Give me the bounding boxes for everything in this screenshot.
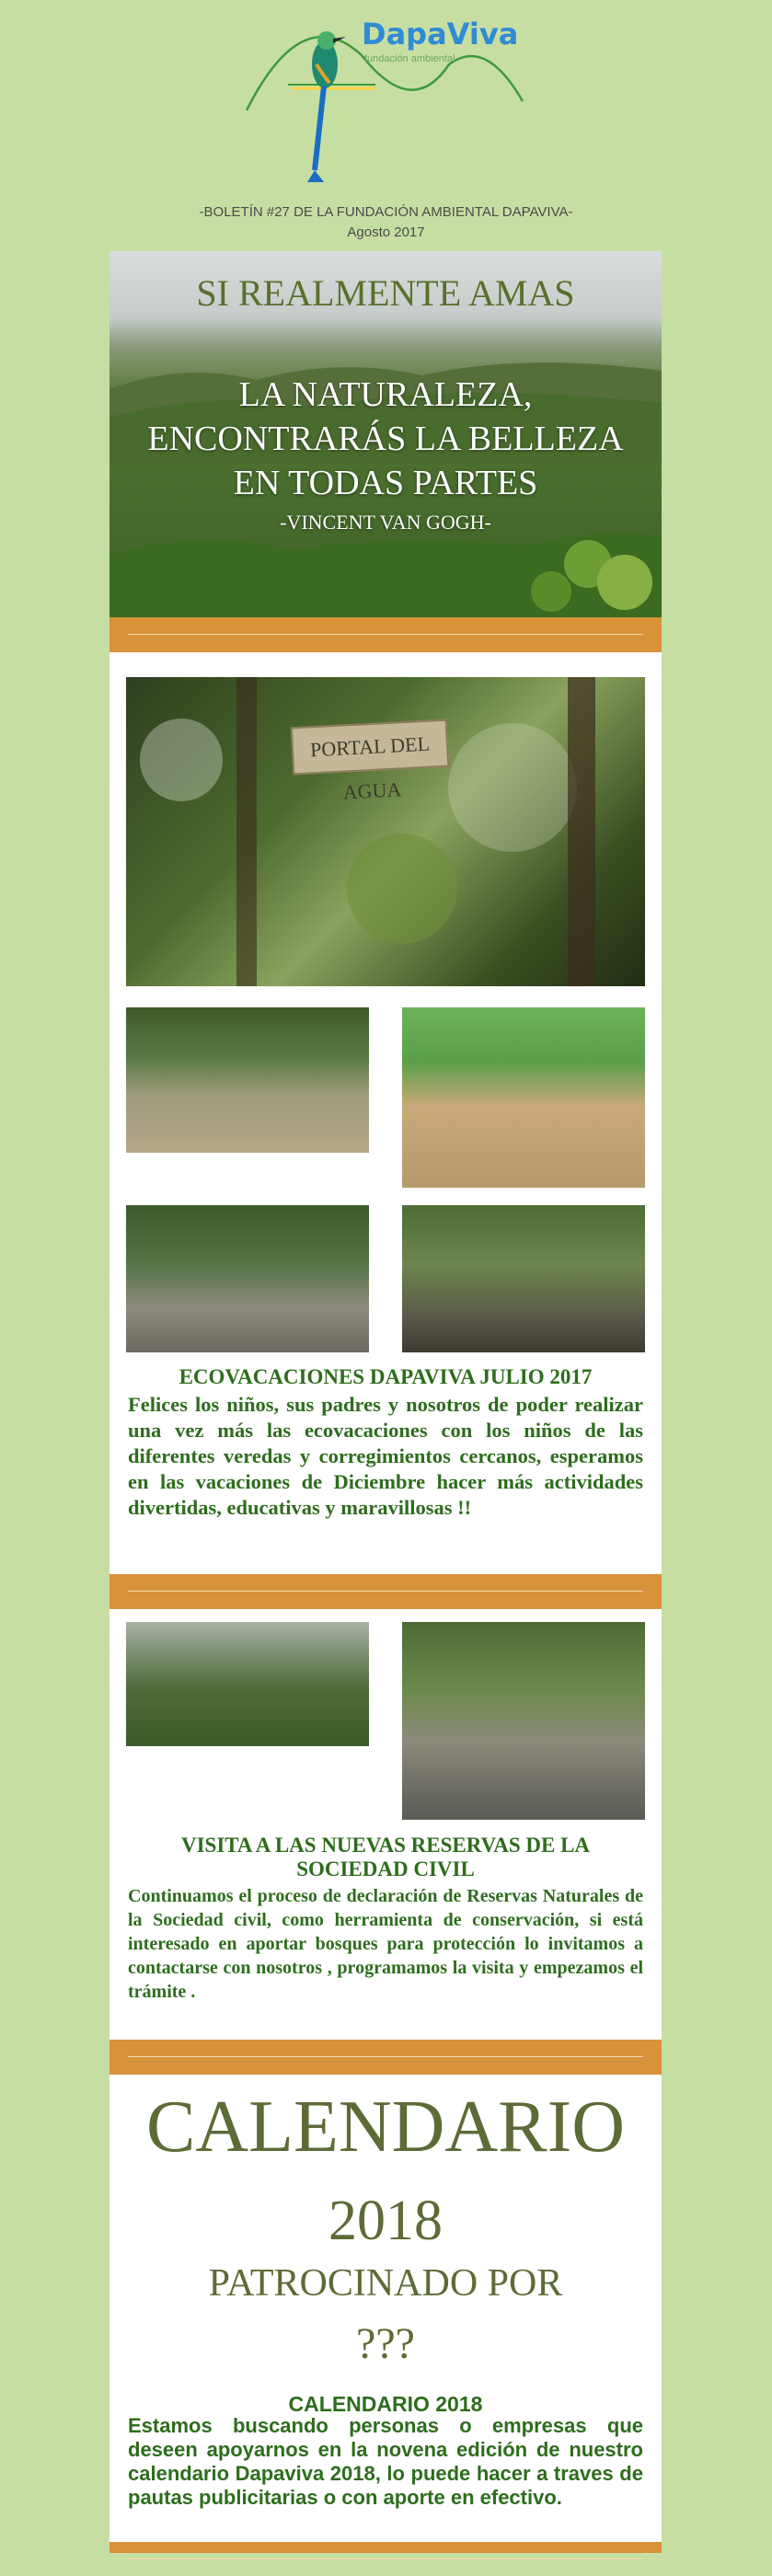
foliage (109, 527, 662, 617)
sponsor-question: ??? (356, 2319, 415, 2368)
section-separator (109, 2040, 662, 2075)
reservas-title-line-2: SOCIEDAD CIVIL (296, 1857, 475, 1880)
reservas-title (128, 1834, 643, 1881)
children-river-photo[interactable] (126, 1007, 369, 1153)
reserve-visit-photo[interactable] (402, 1622, 645, 1820)
hero-quote (109, 373, 662, 505)
section-separator (109, 617, 662, 652)
bulletin-date: Agosto 2017 (347, 224, 425, 240)
children-talk-photo[interactable] (402, 1205, 645, 1352)
hero-line-4: EN TODAS PARTES (233, 464, 538, 502)
hero-quote-banner (109, 251, 662, 617)
calendario-subtitle: CALENDARIO 2018 (288, 2392, 483, 2416)
sponsor-line: PATROCINADO POR (208, 2262, 563, 2305)
section-separator (109, 1574, 662, 1609)
children-classroom-photo[interactable] (402, 1007, 645, 1188)
calendario-year: 2018 (328, 2190, 443, 2252)
reservas-body: Continuamos el proceso de declaración de Reservas Naturales de la Sociedad civil, como herramienta de conservación, si está interesado en aportar bosques para protección lo invitamos a contactarse con nosotros , programamos la visita y empezamos el trámite . (128, 1886, 643, 2002)
newsletter-header (0, 0, 772, 244)
hero-line-1: SI REALMENTE AMAS (196, 272, 575, 314)
hero-line-2: LA NATURALEZA, (238, 375, 533, 414)
children-forest-path-photo[interactable] (126, 1205, 369, 1352)
portal-del-agua-photo[interactable] (126, 677, 645, 986)
quote-author: -VINCENT VAN GOGH- (280, 511, 491, 534)
dapaviva-logo[interactable] (237, 0, 541, 184)
bulletin-number: -BOLETÍN #27 DE LA FUNDACIÓN AMBIENTAL DAPAVIVA- (199, 204, 573, 220)
ecovacaciones-body: Felices los niños, sus padres y nosotros de poder realizar una vez más las ecovacaciones con los niños de las diferentes veredas y corregimientos cercanos, esperamos en las vacaciones de Diciembre hacer más actividades divertidas, educativas y maravillosas !! (128, 1393, 643, 1519)
calendario-body: Estamos buscando personas o empresas que deseen apoyarnos en la novena edición de nuestro calendario Dapaviva 2018, lo puede hacer a traves de pautas publicitarias o con aporte en efectivo. (128, 2414, 643, 2509)
hero-line-3: ENCONTRARÁS LA BELLEZA (147, 420, 624, 458)
logo-name: DapaViva (362, 17, 519, 52)
ecovacaciones-title: ECOVACACIONES DAPAVIVA JULIO 2017 (179, 1365, 593, 1388)
forest-hills-photo[interactable] (126, 1622, 369, 1746)
logo-subtitle: fundación ambiental (364, 53, 455, 64)
reservas-title-line-1: VISITA A LAS NUEVAS RESERVAS DE LA (180, 1834, 591, 1857)
portal-del-agua-sign: PORTAL DEL AGUA (291, 719, 449, 776)
calendario-big-title: CALENDARIO (146, 2087, 625, 2168)
bottom-bar (109, 2542, 662, 2553)
bulletin-info (0, 202, 772, 243)
